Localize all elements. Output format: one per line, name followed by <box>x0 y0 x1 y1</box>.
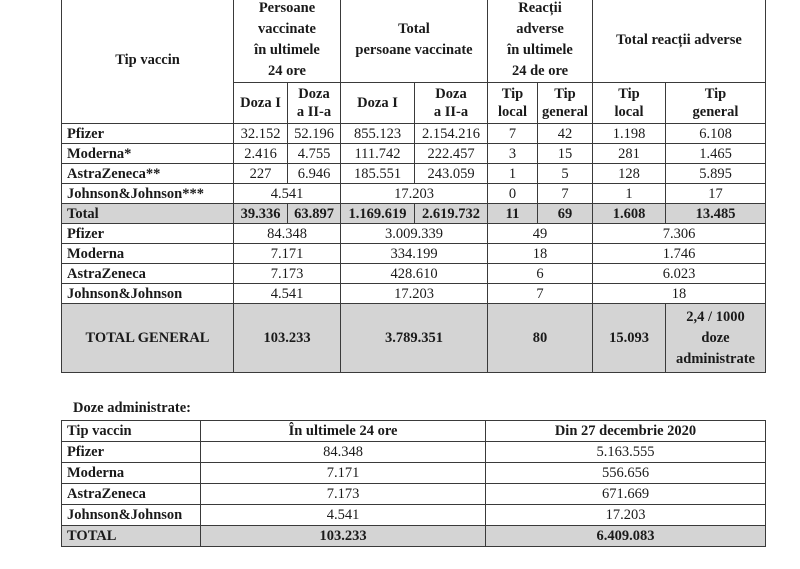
general-24h: 69 <box>538 204 593 224</box>
reactions-24h: 7 <box>488 284 593 304</box>
table-row <box>62 442 766 463</box>
dose2-24h: 52.196 <box>288 124 341 144</box>
dose2-24h: 4.755 <box>288 144 341 164</box>
general-total: 17 <box>666 184 766 204</box>
header-tip-vaccin: Tip vaccin <box>62 0 234 124</box>
table-row <box>62 463 766 484</box>
total-row <box>62 204 766 224</box>
vaccine-name: Pfizer <box>62 124 234 144</box>
dose1-24h: 227 <box>234 164 288 184</box>
dose2-total: 2.154.216 <box>415 124 488 144</box>
doses-last-24h: 4.541 <box>201 505 486 526</box>
general-24h: 42 <box>538 124 593 144</box>
subheader-local-total: Tip local <box>593 83 666 124</box>
single-dose-total: 17.203 <box>341 184 488 204</box>
header-persons-24h: Persoane vaccinate în ultimele 24 ore <box>234 0 341 83</box>
local-24h: 11 <box>488 204 538 224</box>
persons-24h: 4.541 <box>234 284 341 304</box>
subheader-dose2-total: Doza a II-a <box>415 83 488 124</box>
doses-section-title: Doze administrate: <box>73 400 191 416</box>
table-row <box>62 124 766 144</box>
dose1-24h: 39.336 <box>234 204 288 224</box>
header-last-24h: În ultimele 24 ore <box>201 421 486 442</box>
table-row <box>62 184 766 204</box>
persons-total: 428.610 <box>341 264 488 284</box>
dose1-24h: 2.416 <box>234 144 288 164</box>
dose1-total: 185.551 <box>341 164 415 184</box>
dose2-total: 222.457 <box>415 144 488 164</box>
doses-administered-table <box>61 420 766 547</box>
header-total-persons: Total persoane vaccinate <box>341 0 488 83</box>
total-persons-all: 3.789.351 <box>341 304 488 373</box>
summary-row <box>62 244 766 264</box>
total-general-label: TOTAL GENERAL <box>62 304 234 373</box>
vaccine-name: Pfizer <box>62 224 234 244</box>
local-24h: 3 <box>488 144 538 164</box>
dose2-24h: 63.897 <box>288 204 341 224</box>
persons-total: 17.203 <box>341 284 488 304</box>
header-reactions-24h: Reacții adverse în ultimele 24 de ore <box>488 0 593 83</box>
local-total: 281 <box>593 144 666 164</box>
local-total: 1 <box>593 184 666 204</box>
local-total: 1.608 <box>593 204 666 224</box>
vaccine-name: Moderna <box>62 244 234 264</box>
header-row <box>62 421 766 442</box>
subheader-dose1-total: Doza I <box>341 83 415 124</box>
dose2-total: 2.619.732 <box>415 204 488 224</box>
subheader-general-24h: Tip general <box>538 83 593 124</box>
vaccine-name: Johnson&Johnson <box>62 505 201 526</box>
summary-row <box>62 264 766 284</box>
total-label: TOTAL <box>62 526 201 547</box>
subheader-local-24h: Tip local <box>488 83 538 124</box>
doses-since: 556.656 <box>486 463 766 484</box>
doses-last-24h: 7.173 <box>201 484 486 505</box>
total-label: Total <box>62 204 234 224</box>
general-total: 13.485 <box>666 204 766 224</box>
vaccine-name: Moderna <box>62 463 201 484</box>
header-total-reactions: Total reacții adverse <box>593 0 766 83</box>
reactions-total: 18 <box>593 284 766 304</box>
subheader-dose1-24h: Doza I <box>234 83 288 124</box>
persons-24h: 7.173 <box>234 264 341 284</box>
vaccine-name: Pfizer <box>62 442 201 463</box>
total-reactions-24h: 80 <box>488 304 593 373</box>
reactions-total: 7.306 <box>593 224 766 244</box>
total-general-row <box>62 304 766 373</box>
general-24h: 15 <box>538 144 593 164</box>
persons-24h: 84.348 <box>234 224 341 244</box>
doses-since: 671.669 <box>486 484 766 505</box>
vaccine-name: Moderna* <box>62 144 234 164</box>
total-last-24h: 103.233 <box>201 526 486 547</box>
persons-24h: 7.171 <box>234 244 341 264</box>
header-row <box>62 0 766 83</box>
vaccine-name: AstraZeneca <box>62 264 234 284</box>
reactions-total: 1.746 <box>593 244 766 264</box>
persons-total: 334.199 <box>341 244 488 264</box>
local-24h: 1 <box>488 164 538 184</box>
vaccine-name: AstraZeneca** <box>62 164 234 184</box>
dose1-total: 855.123 <box>341 124 415 144</box>
reaction-rate: 2,4 / 1000 doze administrate <box>666 304 766 373</box>
doses-since: 5.163.555 <box>486 442 766 463</box>
total-reactions-all: 15.093 <box>593 304 666 373</box>
dose2-24h: 6.946 <box>288 164 341 184</box>
summary-row <box>62 284 766 304</box>
doses-last-24h: 7.171 <box>201 463 486 484</box>
general-total: 1.465 <box>666 144 766 164</box>
dose2-total: 243.059 <box>415 164 488 184</box>
general-24h: 5 <box>538 164 593 184</box>
local-24h: 0 <box>488 184 538 204</box>
reactions-24h: 6 <box>488 264 593 284</box>
vaccine-name: AstraZeneca <box>62 484 201 505</box>
total-row <box>62 526 766 547</box>
dose1-total: 1.169.619 <box>341 204 415 224</box>
reactions-total: 6.023 <box>593 264 766 284</box>
vaccination-stats-table <box>61 0 766 373</box>
dose1-total: 111.742 <box>341 144 415 164</box>
dose1-24h: 32.152 <box>234 124 288 144</box>
local-total: 1.198 <box>593 124 666 144</box>
doses-last-24h: 84.348 <box>201 442 486 463</box>
vaccine-name: Johnson&Johnson*** <box>62 184 234 204</box>
local-24h: 7 <box>488 124 538 144</box>
general-24h: 7 <box>538 184 593 204</box>
subheader-dose2-24h: Doza a II-a <box>288 83 341 124</box>
local-total: 128 <box>593 164 666 184</box>
table-row <box>62 144 766 164</box>
subheader-general-total: Tip general <box>666 83 766 124</box>
summary-row <box>62 224 766 244</box>
total-since: 6.409.083 <box>486 526 766 547</box>
doses-since: 17.203 <box>486 505 766 526</box>
table-row <box>62 505 766 526</box>
table-row <box>62 484 766 505</box>
vaccine-name: Johnson&Johnson <box>62 284 234 304</box>
reactions-24h: 18 <box>488 244 593 264</box>
header-since-date: Din 27 decembrie 2020 <box>486 421 766 442</box>
general-total: 5.895 <box>666 164 766 184</box>
total-persons-24h: 103.233 <box>234 304 341 373</box>
table-row <box>62 164 766 184</box>
general-total: 6.108 <box>666 124 766 144</box>
single-dose-24h: 4.541 <box>234 184 341 204</box>
persons-total: 3.009.339 <box>341 224 488 244</box>
header-tip-vaccin: Tip vaccin <box>62 421 201 442</box>
reactions-24h: 49 <box>488 224 593 244</box>
